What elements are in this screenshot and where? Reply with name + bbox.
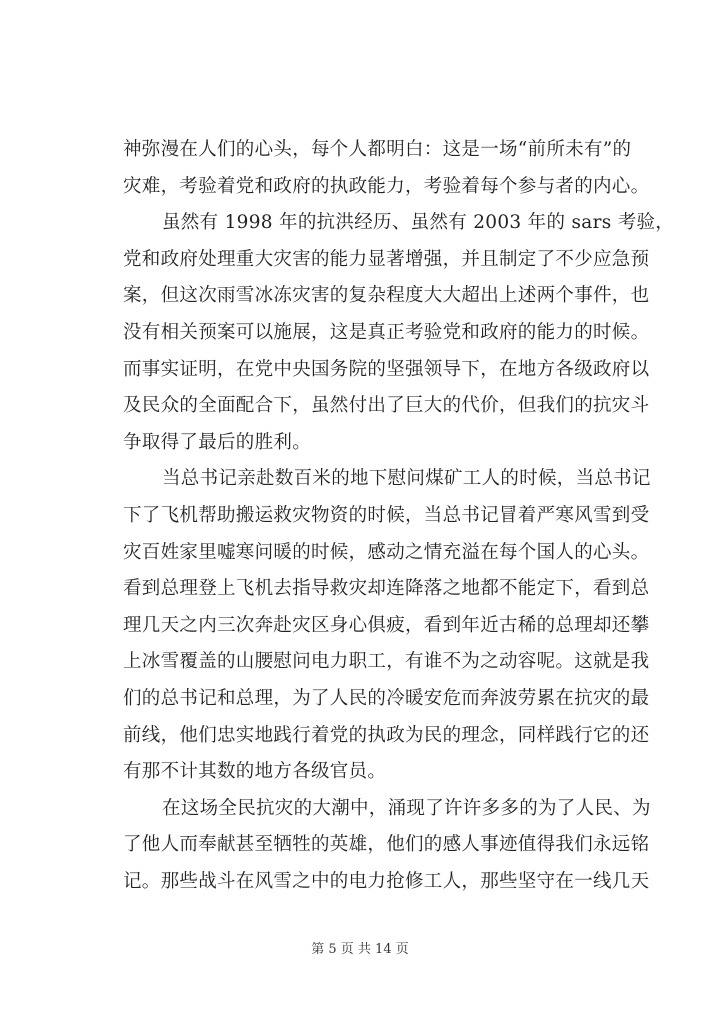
text-line: 看到总理登上飞机去指导救灾却连降落之地都不能定下，看到总 <box>123 578 650 600</box>
text-line: 理几天之内三次奔赴灾区身心俱疲，看到年近古稀的总理却还攀 <box>123 614 650 636</box>
text-line: 记。那些战斗在风雪之中的电力抢修工人，那些坚守在一线几天 <box>123 870 650 892</box>
text-line: 案，但这次雨雪冰冻灾害的复杂程度大大超出上述两个事件，也 <box>123 285 650 307</box>
text-line: 及民众的全面配合下，虽然付出了巨大的代价，但我们的抗灾斗 <box>123 395 650 417</box>
text-line: 们的总书记和总理，为了人民的冷暖安危而奔波劳累在抗灾的最 <box>123 687 650 709</box>
text-line: 在这场全民抗灾的大潮中，涌现了许许多多的为了人民、为 <box>162 797 651 819</box>
text-line: 有那不计其数的地方各级官员。 <box>123 761 387 783</box>
text-line: 而事实证明，在党中央国务院的坚强领导下，在地方各级政府以 <box>123 358 650 380</box>
text-line: 灾难，考验着党和政府的执政能力，考验着每个参与者的内心。 <box>123 175 650 197</box>
text-line: 争取得了最后的胜利。 <box>123 431 312 453</box>
text-line: 上冰雪覆盖的山腰慰问电力职工，有谁不为之动容呢。这就是我 <box>123 651 650 673</box>
text-line: 没有相关预案可以施展，这是真正考验党和政府的能力的时候。 <box>123 321 650 343</box>
text-line: 虽然有 1998 年的抗洪经历、虽然有 2003 年的 sars 考验， <box>162 212 675 234</box>
text-line: 前线，他们忠实地践行着党的执政为民的理念，同样践行它的还 <box>123 724 650 746</box>
text-line: 了他人而奉献甚至牺牲的英雄，他们的感人事迹值得我们永远铭 <box>123 834 650 856</box>
text-line: 下了飞机帮助搬运救灾物资的时候，当总书记冒着严寒风雪到受 <box>123 504 650 526</box>
text-line: 灾百姓家里嘘寒问暖的时候，感动之情充溢在每个国人的心头。 <box>123 541 650 563</box>
text-line: 神弥漫在人们的心头，每个人都明白：这是一场“前所未有”的 <box>123 139 632 160</box>
text-line: 当总书记亲赴数百米的地下慰问煤矿工人的时候，当总书记 <box>162 468 651 490</box>
page-number-footer: 第 5 页 共 14 页 <box>311 942 409 957</box>
text-line: 党和政府处理重大灾害的能力显著增强，并且制定了不少应急预 <box>123 248 650 270</box>
document-body <box>123 132 675 900</box>
